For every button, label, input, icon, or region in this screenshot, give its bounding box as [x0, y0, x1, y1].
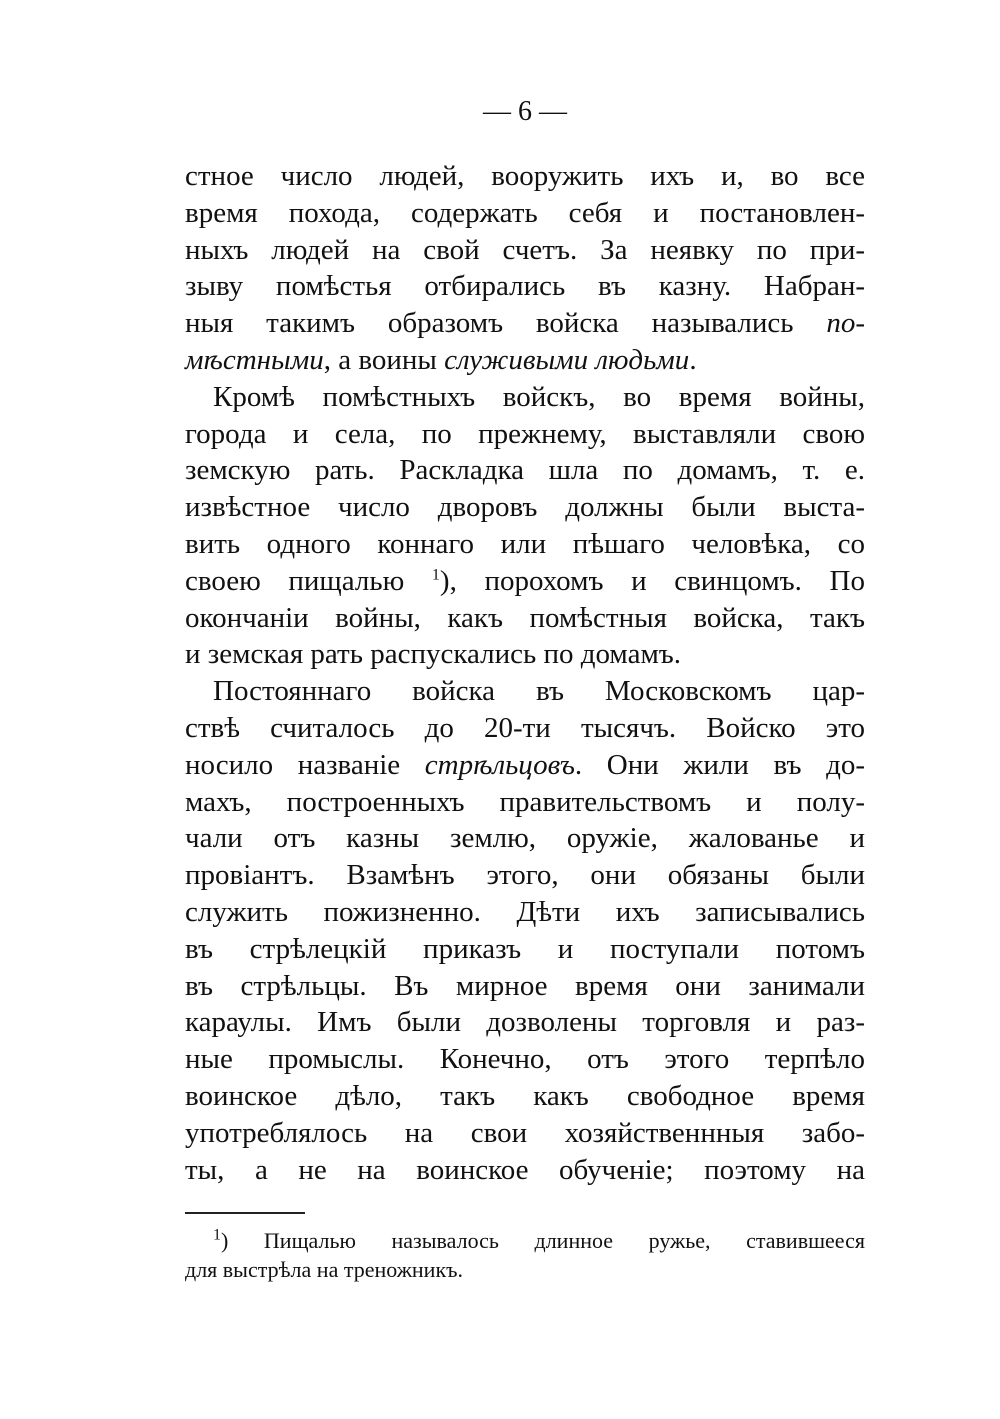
footnote-divider [185, 1212, 305, 1214]
italic-text: мѣстными [185, 343, 324, 376]
text-line [185, 195, 865, 232]
text-line [185, 857, 865, 894]
text-line [185, 747, 865, 784]
text-segment: ныя такимъ образомъ войска назывались [185, 307, 827, 340]
text-segment: провiантъ. Взамѣнъ этого, они обязаны были [185, 859, 865, 892]
text-segment: для выстрѣла на треножникъ. [185, 1257, 464, 1282]
text-line [185, 968, 865, 1005]
text-line [185, 526, 865, 563]
text-line [185, 820, 865, 857]
footnote-line [185, 1226, 865, 1255]
text-line [185, 489, 865, 526]
italic-text: служивыми людьми [444, 343, 690, 376]
text-segment: ), порохомъ и свинцомъ. По [439, 564, 865, 597]
text-segment: извѣстное число дворовъ должны были выста- [185, 491, 865, 524]
text-line [185, 710, 865, 747]
text-segment: стное число людей, вооружить ихъ и, во все [185, 160, 865, 192]
text-line [185, 563, 865, 600]
text-segment: употреблялось на свои хозяйственнныя забо- [185, 1116, 865, 1149]
text-segment: махъ, построенныхъ правительствомъ и полу- [185, 785, 865, 818]
text-segment: время похода, содержать себя и постановлен- [185, 196, 865, 229]
footnote-line [185, 1255, 865, 1284]
text-segment: караулы. Имъ были дозволены торговля и раз- [185, 1006, 865, 1039]
text-line [185, 1115, 865, 1152]
text-segment: носило названiе [185, 748, 425, 781]
text-line [185, 232, 865, 269]
text-line [185, 452, 865, 489]
text-segment: и земская рать распускались по домамъ. [185, 638, 682, 671]
text-segment: Кромѣ помѣстныхъ войскъ, во время войны, [213, 380, 865, 413]
text-segment: ) Пищалью называлось длинное ружье, ставившееся [221, 1228, 865, 1253]
text-line [185, 636, 865, 673]
text-line [185, 379, 865, 416]
text-segment: чали отъ казны землю, оружiе, жалованье и [185, 822, 865, 855]
footnote [185, 1226, 865, 1284]
text-line [185, 1041, 865, 1078]
text-segment: . [689, 343, 697, 376]
text-segment: Постояннаго войска въ Московскомъ цар- [213, 675, 865, 708]
text-segment: ныхъ людей на свой счетъ. За неявку по при- [185, 233, 865, 266]
text-segment: въ стрѣльцы. Въ мирное время они занимали [185, 969, 865, 1002]
text-line [185, 673, 865, 710]
text-segment: вить одного коннаго или пѣшаго человѣка, со [185, 527, 865, 560]
text-line [185, 342, 865, 379]
text-segment: воинское дѣло, такъ какъ свободное время [185, 1079, 865, 1112]
text-segment: ствѣ считалось до 20-ти тысячъ. Войско это [185, 711, 865, 744]
text-line [185, 158, 865, 195]
body-text [185, 158, 865, 1188]
text-segment: земскую рать. Раскладка шла по домамъ, т. е. [185, 454, 865, 487]
text-line [185, 1004, 865, 1041]
text-line [185, 1152, 865, 1189]
footnote-marker: 1 [431, 566, 440, 584]
text-line [185, 931, 865, 968]
text-line [185, 784, 865, 821]
text-segment: города и села, по прежнему, выставляли свою [185, 417, 865, 450]
text-segment: окончанiи войны, какъ помѣстныя войска, такъ [185, 601, 865, 634]
text-segment: ные промыслы. Конечно, отъ этого терпѣло [185, 1043, 865, 1076]
text-line [185, 894, 865, 931]
text-segment: своею пищалью [185, 564, 432, 597]
text-segment: , а воины [323, 343, 445, 376]
page-number: — 6 — [483, 96, 567, 127]
text-line [185, 268, 865, 305]
text-segment: . Они жили въ до- [574, 748, 865, 781]
text-segment: служить пожизненно. Дѣти ихъ записывались [185, 895, 865, 928]
text-segment: въ стрѣлецкiй приказъ и поступали потомъ [185, 932, 865, 965]
footnote-marker: 1 [213, 1226, 221, 1244]
text-line [185, 600, 865, 637]
text-line [185, 305, 865, 342]
text-segment: зыву помѣстья отбирались въ казну. Набран- [185, 270, 865, 303]
text-segment: ты, а не на воинское обученiе; поэтому на [185, 1153, 865, 1186]
text-line [185, 416, 865, 453]
text-line [185, 1078, 865, 1115]
italic-text: стрѣльцовъ [424, 748, 575, 781]
italic-text: по- [826, 307, 865, 340]
